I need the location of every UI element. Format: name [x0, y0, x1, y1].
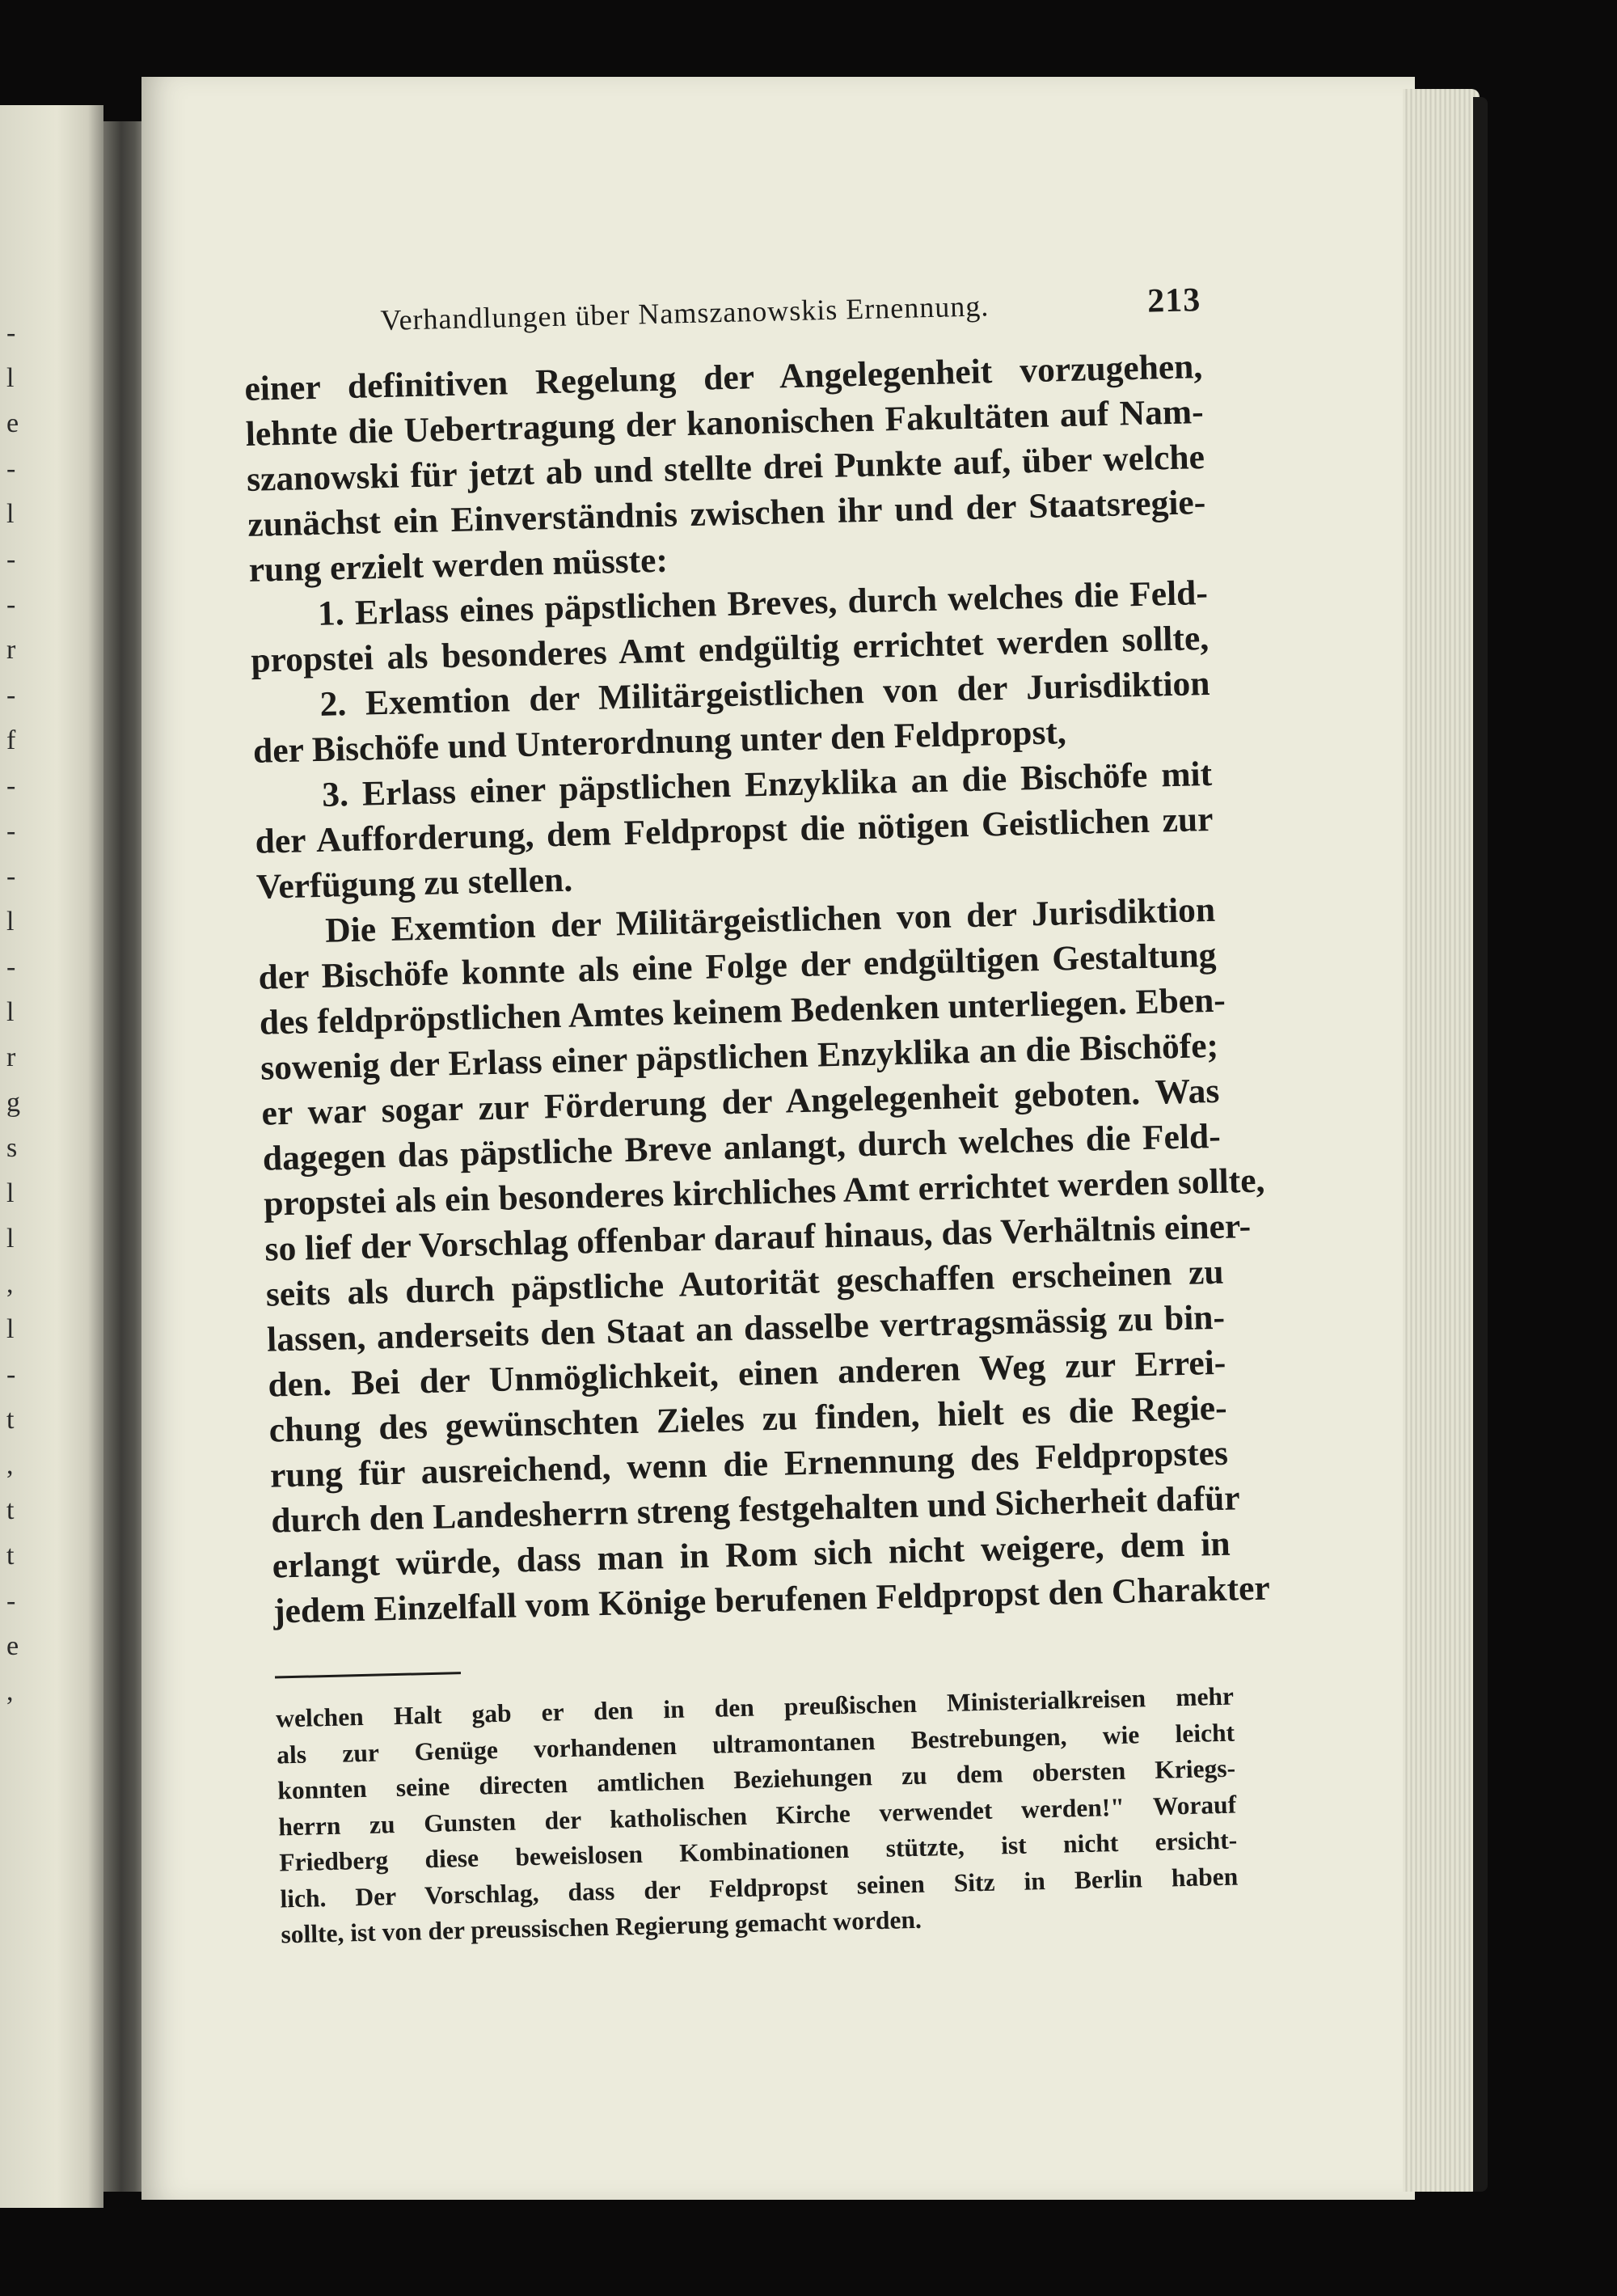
body-line: rung für ausreichend, wenn die Ernennung des Feldpropstes — [269, 1433, 1229, 1495]
footnote-line: herrn zu Gunsten der katholischen Kirche verwendet werden!" Worauf — [277, 1790, 1237, 1841]
body-line: jedem Einzelfall vom Könige berufenen Feldpropst den Charakter — [272, 1568, 1271, 1631]
left-page-fragment: e — [6, 408, 19, 438]
left-page-fragment: - — [6, 680, 16, 710]
body-line: der Bischöfe und Unterordnung unter den Feldpropst, — [252, 712, 1067, 771]
left-page-fragment: l — [6, 1178, 15, 1208]
body-line: des feldpröpstlichen Amtes keinem Bedenken unterliegen. Eben- — [259, 980, 1226, 1042]
body-line: so lief der Vorschlag offenbar darauf hinaus, das Verhältnis einer- — [264, 1206, 1252, 1269]
body-line: sowenig der Erlass einer päpstlichen Enzyklika an die Bischöfe; — [260, 1025, 1219, 1088]
body-line: den. Bei der Unmöglichkeit, einen anderen Weg zur Errei- — [267, 1343, 1226, 1405]
body-line: der Aufforderung, dem Feldpropst die nötigen Geistlichen zur — [255, 799, 1214, 861]
left-page-fragment: - — [6, 1586, 16, 1616]
body-text — [243, 344, 1271, 1634]
left-page-fragment: r — [6, 1042, 16, 1072]
left-page-fragment: l — [6, 499, 15, 529]
body-line: lehnte die Uebertragung der kanonischen Fakultäten auf Nam- — [245, 392, 1205, 454]
body-line: propstei als besonderes Amt endgültig errichtet werden sollte, — [250, 618, 1210, 680]
page-text-block — [243, 281, 1271, 1953]
footnote-line: als zur Genüge vorhandenen ultramontanen Bestrebungen, wie leicht — [276, 1718, 1235, 1769]
left-page-fragment: f — [6, 725, 16, 755]
left-page-fragment: s — [6, 1133, 18, 1163]
body-line: Verfügung zu stellen. — [255, 860, 573, 907]
body-line: zunächst ein Einverständnis zwischen ihr und der Staatsregie- — [247, 483, 1206, 544]
left-page-fragment: l — [6, 907, 15, 937]
footnote-line: konnten seine directen amtlichen Beziehungen zu dem obersten Kriegs- — [277, 1753, 1236, 1805]
left-page-edge — [0, 105, 103, 2208]
left-page-fragment: t — [6, 1541, 15, 1571]
left-page-fragment: e — [6, 1631, 19, 1661]
left-page-fragment: g — [6, 1088, 20, 1118]
footnote-rule — [275, 1672, 461, 1678]
body-line: einer definitiven Regelung der Angelegenheit vorzugehen, — [243, 347, 1203, 408]
left-page-fragment: - — [6, 454, 16, 484]
page-edge-stack — [1403, 89, 1480, 2192]
body-line: 1. Erlass eines päpstlichen Breves, durch welches die Feld- — [317, 573, 1209, 633]
body-line: lassen, anderseits den Staat an dasselbe vertragsmässig zu bin- — [266, 1297, 1226, 1359]
footnote-line: lich. Der Vorschlag, dass der Feldpropst seinen Sitz in Berlin haben — [280, 1862, 1239, 1913]
footnote-line: sollte, ist von der preussischen Regierung gemacht worden. — [281, 1905, 922, 1949]
body-line: erlangt würde, dass man in Rom sich nicht weigere, dem in — [272, 1524, 1231, 1586]
left-page-fragment: , — [6, 1450, 14, 1480]
left-page-fragment: - — [6, 771, 16, 801]
footnote-line: welchen Halt gab er den in den preußischen Ministerialkreisen mehr — [275, 1681, 1235, 1733]
left-page-fragment: l — [6, 997, 15, 1027]
body-line: dagegen das päpstliche Breve anlangt, durch welches die Feld- — [262, 1116, 1222, 1178]
body-line: szanowski für jetzt ab und stellte drei Punkte auf, über welche — [246, 438, 1205, 499]
left-page-fragment: l — [6, 1224, 15, 1254]
body-line: 2. Exemtion der Militärgeistlichen von der Jurisdiktion — [319, 663, 1210, 724]
footnote-line: Friedberg diese beweislosen Kombinationen stützte, ist nicht ersicht- — [279, 1825, 1238, 1877]
body-line: der Bischöfe konnte als eine Folge der endgültigen Gestaltung — [258, 935, 1217, 997]
body-line: rung erzielt werden müsste: — [248, 540, 669, 590]
body-line: seits als durch päpstliche Autorität geschaffen erscheinen zu — [265, 1252, 1225, 1314]
left-page-fragment: - — [6, 590, 16, 619]
left-page-fragment: - — [6, 816, 16, 846]
page-number: 213 — [1146, 281, 1201, 320]
left-page-fragment: - — [6, 952, 16, 982]
body-line: propstei als ein besonderes kirchliches Amt errichtet werden sollte, — [263, 1161, 1265, 1224]
left-page-fragment: , — [6, 1677, 14, 1706]
left-page-fragment: - — [6, 1359, 16, 1389]
left-page-fragment: r — [6, 635, 16, 665]
body-line: er war sogar zur Förderung der Angelegenheit geboten. Was — [261, 1071, 1220, 1133]
body-line: 3. Erlass einer päpstlichen Enzyklika an die Bischöfe mit — [321, 754, 1213, 814]
left-page-fragment: , — [6, 1269, 14, 1299]
book-cover-edge — [1473, 97, 1488, 2192]
body-line: chung des gewünschten Zieles zu finden, hielt es die Regie- — [268, 1388, 1228, 1450]
running-head-title: Verhandlungen über Namszanowskis Ernennung. — [380, 290, 990, 336]
body-line: durch den Landesherrn streng festgehalten und Sicherheit dafür — [270, 1478, 1241, 1541]
left-page-fragment: l — [6, 1314, 15, 1344]
left-page-fragment: - — [6, 318, 16, 348]
left-page-fragment: - — [6, 544, 16, 574]
footnote — [276, 1679, 1239, 1953]
left-page-fragment: l — [6, 363, 15, 393]
body-line: Die Exemtion der Militärgeistlichen von der Jurisdiktion — [324, 890, 1216, 950]
left-page-fragment: - — [6, 861, 16, 891]
left-page-fragment: t — [6, 1405, 15, 1435]
left-page-fragment: t — [6, 1495, 15, 1525]
